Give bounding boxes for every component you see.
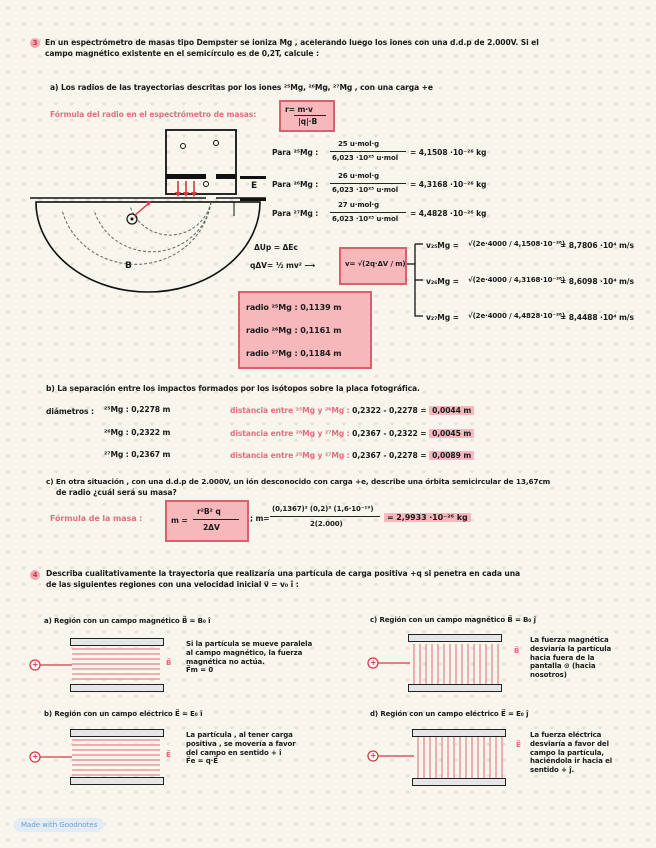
velocity-formula: v= √(2q·ΔV / m)	[345, 260, 406, 268]
velocity-expr: √(2e·4000 / 4,4828·10⁻²⁶)	[468, 312, 565, 320]
positive-charge-symbol: +	[32, 752, 39, 761]
panel-d-text: La fuerza eléctrica desviaría a favor del campo la partícula, haciéndola ir hacia el sentido + ĵ.	[530, 731, 613, 774]
diagram-field-E-label: E	[251, 181, 258, 191]
distance-result: 0,0089 m	[429, 451, 474, 460]
mass-num: 27 u·mol·g	[338, 201, 379, 209]
velocity-label: v₂₆Mg =	[426, 277, 459, 286]
radius-result: radio ²⁵Mg : 0,1139 m	[246, 303, 342, 312]
mass-expr-num: (0,1367)² (0,2)² (1,6·10⁻¹⁹)	[272, 505, 374, 513]
radii-results-box	[238, 291, 372, 369]
mass-result: = 4,3168 ·10⁻²⁶ kg	[410, 180, 487, 189]
panel-d-title: d) Región con un campo eléctrico E⃗ = E₀ ĵ	[370, 710, 529, 718]
plate-top	[70, 638, 164, 646]
part-a-title: a) Los radios de las trayectorias descritas por los iones ²⁵Mg, ²⁶Mg, ²⁷Mg , con una carga +e	[50, 83, 433, 92]
part-c-title-line1: c) En otra situación , con una d.d.p de 2.000V, un ión desconocido con carga +e, describe una órbita semicircular de 13,67cm	[46, 477, 551, 486]
distance-expr: 0,2367 - 0,2278 =	[352, 451, 427, 460]
mass-den: 6,023 ·10²³ u·mol	[332, 186, 398, 194]
radius-result: radio ²⁶Mg : 0,1161 m	[246, 326, 342, 335]
mass-label: Para ²⁶Mg :	[272, 180, 319, 189]
part-c-title-line2: de radio ¿cuál será su masa?	[56, 488, 177, 497]
positive-charge-symbol: +	[32, 660, 39, 669]
mass-den: 6,023 ·10²³ u·mol	[332, 215, 398, 223]
distance-expr: 0,2367 - 0,2322 =	[352, 429, 427, 438]
distance-row	[230, 430, 474, 438]
diameter-value: ²⁶Mg : 0,2322 m	[104, 428, 171, 437]
velocity-brace	[405, 240, 425, 322]
radius-result: radio ²⁷Mg : 0,1184 m	[246, 349, 342, 358]
panel-b-text: La partícula , al tener carga positiva , se movería a favor del campo en sentido + î F⃗e = q·E⃗	[186, 731, 296, 766]
mass-den: 6,023 ·10²³ u·mol	[332, 154, 398, 162]
mass-expr-den: 2(2.000)	[310, 520, 343, 528]
part-b-title: b) La separación entre los impactos formados por los isótopos sobre la placa fotográfica.	[46, 384, 420, 393]
velocity-result: = 8,7806 ·10⁴ m/s	[560, 241, 634, 250]
panel-c-text: La fuerza magnética desviaría la partícula hacia fuera de la pantalla ⊙ (hacia nosotros)	[530, 636, 612, 679]
panel-a-title: a) Región con un campo magnético B⃗ = B₀ î	[44, 617, 211, 625]
field-label-B: B⃗	[166, 659, 172, 667]
plate-top	[70, 729, 164, 737]
velocity-expr: √(2e·4000 / 4,3168·10⁻²⁶)	[468, 276, 565, 284]
problem-number-badge: 3	[30, 38, 40, 48]
plate-bottom	[70, 777, 164, 785]
velocity-label: v₂₅Mg =	[426, 241, 459, 250]
mass-result: = 2,9933 ·10⁻²⁶ kg	[384, 514, 471, 522]
positive-charge-symbol: +	[370, 751, 377, 760]
plate-bottom	[70, 684, 164, 692]
spectrometer-diagram	[30, 126, 270, 306]
distance-label: distancia entre ²⁵Mg y ²⁷Mg :	[230, 451, 350, 460]
diagram-field-B-label: B	[125, 261, 132, 271]
energy-equation: qΔV= ½ mv² ⟶	[250, 261, 316, 270]
velocity-expr: √(2e·4000 / 4,1508·10⁻²⁶)	[468, 240, 565, 248]
positive-charge-symbol: +	[370, 658, 377, 667]
velocity-result: = 8,4488 ·10⁴ m/s	[560, 313, 634, 322]
diameter-value: ²⁵Mg : 0,2278 m	[104, 405, 171, 414]
distance-result: 0,0045 m	[429, 429, 474, 438]
mass-formula-den: 2ΔV	[203, 523, 220, 532]
radius-formula-box	[279, 100, 335, 132]
distance-label: distancia entre ²⁶Mg y ²⁷Mg :	[230, 429, 350, 438]
radius-formula-den: |q|·B	[298, 117, 318, 126]
distance-row	[230, 452, 474, 460]
mass-formula-num: r²B² q	[197, 507, 221, 516]
velocity-label: v₂₇Mg =	[426, 313, 459, 322]
velocity-result: = 8,6098 ·10⁴ m/s	[560, 277, 634, 286]
field-lines-vertical	[366, 735, 511, 779]
mass-num: 25 u·mol·g	[338, 140, 379, 148]
problem-number-badge: 4	[30, 570, 40, 580]
diameters-label: diámetros :	[46, 407, 94, 416]
mass-label: Para ²⁵Mg :	[272, 148, 319, 157]
field-label-E: E⃗	[516, 741, 521, 749]
problem-intro-line1: Describa cualitativamente la trayectoria que realizaría una partícula de carga positiva +q si penetra en cada una	[46, 569, 521, 578]
field-label-E: E⃗	[166, 751, 171, 759]
problem-intro-line2: campo magnético existente en el semicírculo es de 0,2T, calcule :	[45, 49, 319, 58]
velocity-formula-box	[339, 247, 407, 285]
distance-expr: 0,2322 - 0,2278 =	[352, 406, 427, 415]
distance-row	[230, 407, 474, 415]
mass-label: Para ²⁷Mg :	[272, 209, 319, 218]
radius-formula-num: r= m·v	[285, 105, 313, 114]
problem-intro-line2: de las siguientes regiones con una velocidad inicial v⃗ = v₀ î :	[46, 580, 299, 589]
mass-result: = 4,1508 ·10⁻²⁶ kg	[410, 148, 487, 157]
problem-intro-line1: En un espectrómetro de masas tipo Dempster se ioniza Mg , acelerando luego los iones con una d.d.p de 2.000V. Si el	[45, 38, 539, 47]
plate-bottom	[412, 778, 506, 786]
field-label-B: B⃗	[514, 647, 520, 655]
energy-conservation: ΔUp = ΔEc	[254, 243, 298, 252]
goodnotes-watermark: Made with Goodnotes	[14, 818, 104, 832]
mass-formula-label: Fórmula de la masa :	[50, 514, 143, 523]
distance-label: distancia entre ²⁵Mg y ²⁶Mg :	[230, 406, 350, 415]
panel-c-title: c) Región con un campo magnético B⃗ = B₀ ĵ	[370, 616, 536, 624]
plate-bottom	[408, 684, 502, 692]
mass-result: = 4,4828 ·10⁻²⁶ kg	[410, 209, 487, 218]
field-lines-horizontal	[28, 646, 173, 684]
panel-b-title: b) Región con un campo eléctrico E⃗ = E₀ î	[44, 710, 203, 718]
radius-formula-label: Fórmula del radio en el espectrómetro de masas:	[50, 110, 257, 119]
mass-formula-box: m = r²B² q 2ΔV	[165, 500, 249, 542]
panel-a-text: Si la partícula se mueve paralela al campo magnético, la fuerza magnética no actúa. F⃗m = 0	[186, 640, 313, 675]
mass-eq-sign: ; m=	[250, 514, 270, 523]
diameter-value: ²⁷Mg : 0,2367 m	[104, 450, 171, 459]
field-lines-horizontal	[28, 737, 173, 777]
field-lines-vertical	[366, 640, 511, 684]
mass-num: 26 u·mol·g	[338, 172, 379, 180]
distance-result: 0,0044 m	[429, 406, 474, 415]
